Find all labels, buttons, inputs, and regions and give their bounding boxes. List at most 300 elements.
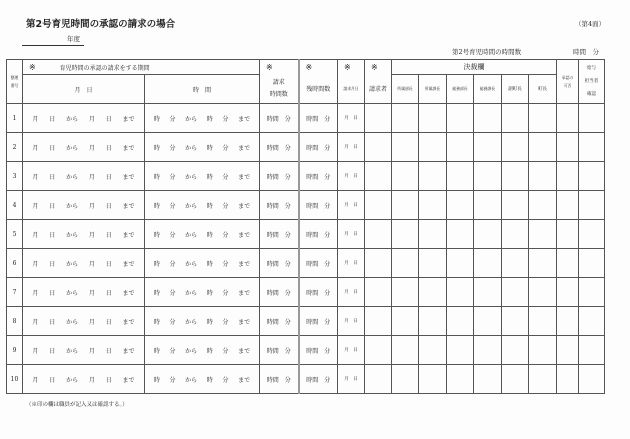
date-part-label: から	[66, 347, 79, 355]
approver-stamp-field[interactable]	[447, 133, 474, 162]
time-part-label: 分	[222, 318, 229, 326]
approver-stamp-field[interactable]	[447, 249, 474, 278]
approver-stamp-field[interactable]	[529, 220, 557, 249]
approver-stamp-field[interactable]	[392, 365, 419, 394]
payroll-line1: 給与	[587, 66, 596, 71]
approver-stamp-field[interactable]	[529, 162, 557, 191]
payroll-check-field[interactable]	[579, 104, 605, 133]
requested-hours-field[interactable]: 時間 分	[260, 133, 299, 162]
footer-note: （※印の欄は職員が記入又は確認する。）	[26, 402, 128, 408]
time-part-label: 時	[153, 231, 160, 239]
time-part-label: 時	[153, 347, 160, 355]
approval-result-field[interactable]	[557, 336, 579, 365]
table-row	[7, 336, 605, 365]
payroll-line3: 確認	[587, 92, 596, 97]
requester-field[interactable]	[365, 191, 392, 220]
request-date-field[interactable]: 月 日	[338, 249, 365, 278]
date-part-label: 日	[49, 289, 56, 297]
row-number: 3	[7, 162, 23, 191]
approver-stamp-field[interactable]	[502, 365, 529, 394]
requested-hours-field[interactable]: 時間 分	[260, 307, 299, 336]
approver-stamp-field[interactable]	[529, 104, 557, 133]
time-part-label: 時	[206, 347, 213, 355]
approver-stamp-field[interactable]	[474, 104, 502, 133]
time-part-label: 分	[222, 376, 229, 384]
time-part-label: から	[185, 347, 198, 355]
time-part-label: 分	[169, 289, 176, 297]
date-part-label: から	[66, 202, 79, 210]
date-part-label: 月	[88, 318, 95, 326]
date-part-label: 月	[88, 231, 95, 239]
time-part-label: まで	[238, 347, 251, 355]
time-part-label: 時	[206, 318, 213, 326]
row-number: 1	[7, 104, 23, 133]
row-number: 6	[7, 249, 23, 278]
time-part-label: から	[185, 376, 198, 384]
approver-stamp-field[interactable]	[474, 220, 502, 249]
approval-result-field[interactable]	[557, 104, 579, 133]
header-approver-1: 所属部長	[392, 75, 419, 104]
time-part-label: 時	[206, 231, 213, 239]
date-range-field[interactable]	[23, 365, 145, 394]
payroll-check-field[interactable]	[579, 278, 605, 307]
requester-field[interactable]	[365, 220, 392, 249]
approver-stamp-field[interactable]	[529, 191, 557, 220]
time-part-label: 分	[222, 115, 229, 123]
date-part-label: 月	[32, 347, 39, 355]
requester-field[interactable]	[365, 307, 392, 336]
time-range-field[interactable]	[145, 220, 260, 249]
date-part-label: から	[66, 289, 79, 297]
approver-stamp-field[interactable]	[447, 278, 474, 307]
approver-stamp-field[interactable]	[502, 307, 529, 336]
time-part-label: 時	[153, 115, 160, 123]
approval-result-field[interactable]	[557, 365, 579, 394]
time-range-field[interactable]	[145, 191, 260, 220]
approver-stamp-field[interactable]	[392, 278, 419, 307]
approver-stamp-field[interactable]	[447, 162, 474, 191]
time-part-label: から	[185, 260, 198, 268]
date-part-label: まで	[122, 115, 135, 123]
date-part-label: 日	[105, 231, 112, 239]
approver-stamp-field[interactable]	[419, 162, 447, 191]
mark-icon: ※	[338, 60, 365, 75]
approver-stamp-field[interactable]	[529, 365, 557, 394]
approver-stamp-field[interactable]	[474, 249, 502, 278]
date-part-label: まで	[122, 376, 135, 384]
time-part-label: 分	[222, 289, 229, 297]
time-part-label: まで	[238, 115, 251, 123]
header-approver-5: 副町長	[502, 75, 529, 104]
approver-stamp-field[interactable]	[392, 249, 419, 278]
date-part-label: 日	[49, 347, 56, 355]
requested-hours-field[interactable]: 時間 分	[260, 336, 299, 365]
remaining-hours-field[interactable]: 時間 分	[299, 133, 338, 162]
period-header-label: 育児時間の承認の請求をする期間	[59, 64, 150, 72]
time-part-label: 分	[222, 202, 229, 210]
time-part-label: から	[185, 289, 198, 297]
remaining-hours-field[interactable]: 時間 分	[299, 365, 338, 394]
time-part-label: 時	[153, 376, 160, 384]
time-part-label: から	[185, 115, 198, 123]
date-part-label: 月	[88, 173, 95, 181]
requester-field[interactable]	[365, 249, 392, 278]
date-part-label: まで	[122, 231, 135, 239]
date-part-label: 月	[32, 376, 39, 384]
time-part-label: 時	[206, 144, 213, 152]
time-part-label: 分	[169, 318, 176, 326]
time-part-label: 分	[169, 202, 176, 210]
table-row	[7, 162, 605, 191]
mark-icon: ※	[365, 60, 392, 75]
date-part-label: まで	[122, 347, 135, 355]
date-part-label: まで	[122, 260, 135, 268]
date-part-label: 月	[88, 376, 95, 384]
row-number: 5	[7, 220, 23, 249]
time-part-label: から	[185, 144, 198, 152]
request-date-field[interactable]: 月 日	[338, 220, 365, 249]
approval-result-field[interactable]	[557, 307, 579, 336]
time-part-label: から	[185, 231, 198, 239]
date-part-label: 月	[32, 260, 39, 268]
approver-stamp-field[interactable]	[447, 220, 474, 249]
approval-result-field[interactable]	[557, 249, 579, 278]
date-part-label: まで	[122, 144, 135, 152]
approver-stamp-field[interactable]	[419, 104, 447, 133]
header-date: 月 日	[23, 75, 145, 104]
date-part-label: 日	[105, 318, 112, 326]
time-part-label: 分	[169, 260, 176, 268]
approver-stamp-field[interactable]	[447, 104, 474, 133]
header-approver-6: 町長	[529, 75, 557, 104]
header-remaining-hours: 残時間数	[299, 75, 338, 104]
approver-stamp-field[interactable]	[529, 278, 557, 307]
requested-hours-line2: 時間数	[269, 90, 288, 98]
approver-stamp-field[interactable]	[474, 365, 502, 394]
time-part-label: まで	[238, 144, 251, 152]
date-range-field[interactable]	[23, 307, 145, 336]
date-part-label: 月	[32, 231, 39, 239]
requested-hours-field[interactable]: 時間 分	[260, 278, 299, 307]
date-part-label: 日	[105, 289, 112, 297]
time-part-label: 分	[222, 231, 229, 239]
approver-stamp-field[interactable]	[447, 365, 474, 394]
approver-stamp-field[interactable]	[502, 133, 529, 162]
row-number: 4	[7, 191, 23, 220]
table-row	[7, 365, 605, 394]
date-part-label: 月	[88, 144, 95, 152]
date-part-label: まで	[122, 173, 135, 181]
approver-stamp-field[interactable]	[529, 133, 557, 162]
date-part-label: から	[66, 173, 79, 181]
total-hours-label: 第2号育児時間の時間数	[452, 48, 522, 56]
time-part-label: 時	[206, 376, 213, 384]
time-part-label: まで	[238, 260, 251, 268]
approval-result-field[interactable]	[557, 278, 579, 307]
approver-stamp-field[interactable]	[529, 336, 557, 365]
time-part-label: 時	[153, 202, 160, 210]
remaining-hours-field[interactable]: 時間 分	[299, 307, 338, 336]
header-approval: 決裁欄	[392, 60, 557, 75]
date-part-label: 日	[105, 173, 112, 181]
date-part-label: 日	[49, 260, 56, 268]
time-range-field[interactable]	[145, 365, 260, 394]
header-approver-2: 所属課長	[419, 75, 447, 104]
date-part-label: まで	[122, 289, 135, 297]
payroll-line2: 担当者	[584, 79, 599, 84]
header-requester: 請求者	[365, 75, 392, 104]
time-part-label: から	[185, 202, 198, 210]
header-request-date: 請求月日	[338, 75, 365, 104]
form-title: 第2号育児時間の承認の請求の場合	[26, 19, 176, 30]
remaining-hours-field[interactable]: 時間 分	[299, 336, 338, 365]
time-part-label: 分	[169, 347, 176, 355]
remaining-hours-field[interactable]: 時間 分	[299, 278, 338, 307]
date-part-label: 月	[32, 202, 39, 210]
payroll-check-field[interactable]	[579, 133, 605, 162]
payroll-check-field[interactable]	[579, 220, 605, 249]
requested-hours-line1: 請求	[272, 78, 285, 86]
approver-stamp-field[interactable]	[474, 307, 502, 336]
table-row	[7, 278, 605, 307]
header-approver-3: 総務部長	[447, 75, 474, 104]
time-part-label: 分	[222, 260, 229, 268]
time-part-label: 分	[222, 144, 229, 152]
approver-stamp-field[interactable]	[419, 278, 447, 307]
approver-stamp-field[interactable]	[502, 162, 529, 191]
date-part-label: 月	[32, 144, 39, 152]
approver-stamp-field[interactable]	[419, 336, 447, 365]
date-part-label: 日	[105, 115, 112, 123]
payroll-check-field[interactable]	[579, 307, 605, 336]
remaining-hours-field[interactable]: 時間 分	[299, 249, 338, 278]
time-range-field[interactable]	[145, 249, 260, 278]
approver-stamp-field[interactable]	[502, 278, 529, 307]
payroll-check-field[interactable]	[579, 162, 605, 191]
approver-stamp-field[interactable]	[392, 162, 419, 191]
time-part-label: まで	[238, 376, 251, 384]
date-part-label: 日	[105, 202, 112, 210]
mark-icon: ※	[299, 60, 338, 75]
date-range-field[interactable]	[23, 191, 145, 220]
date-range-field[interactable]	[23, 104, 145, 133]
approver-stamp-field[interactable]	[392, 104, 419, 133]
approver-stamp-field[interactable]	[392, 191, 419, 220]
approval-result-line2: 可否	[563, 82, 572, 88]
date-part-label: 日	[49, 202, 56, 210]
table-row	[7, 307, 605, 336]
time-range-field[interactable]	[145, 133, 260, 162]
date-range-field[interactable]	[23, 278, 145, 307]
date-part-label: 月	[32, 173, 39, 181]
header-payroll-check	[579, 60, 605, 104]
time-range-field[interactable]	[145, 162, 260, 191]
date-part-label: 月	[88, 115, 95, 123]
request-date-field[interactable]: 月 日	[338, 162, 365, 191]
time-part-label: まで	[238, 202, 251, 210]
date-part-label: 月	[88, 289, 95, 297]
header-approver-4: 総務課長	[474, 75, 502, 104]
requester-field[interactable]	[365, 104, 392, 133]
header-no-line2: 番号	[10, 82, 19, 88]
table-row	[7, 133, 605, 162]
table-row	[7, 220, 605, 249]
date-part-label: 日	[105, 347, 112, 355]
time-part-label: 時	[206, 173, 213, 181]
approver-stamp-field[interactable]	[502, 249, 529, 278]
date-part-label: 日	[49, 376, 56, 384]
approver-stamp-field[interactable]	[474, 162, 502, 191]
time-part-label: から	[185, 173, 198, 181]
requester-field[interactable]	[365, 162, 392, 191]
date-range-field[interactable]	[23, 133, 145, 162]
mark-icon: ※	[260, 60, 299, 75]
approver-stamp-field[interactable]	[419, 220, 447, 249]
request-date-field[interactable]: 月 日	[338, 365, 365, 394]
approval-result-field[interactable]	[557, 133, 579, 162]
request-date-field[interactable]: 月 日	[338, 104, 365, 133]
approver-stamp-field[interactable]	[474, 191, 502, 220]
approver-stamp-field[interactable]	[502, 336, 529, 365]
request-date-field[interactable]: 月 日	[338, 307, 365, 336]
requester-field[interactable]	[365, 336, 392, 365]
time-part-label: 時	[153, 144, 160, 152]
header-no-line1: 整理	[10, 74, 19, 80]
time-part-label: 分	[169, 173, 176, 181]
payroll-check-field[interactable]	[579, 191, 605, 220]
payroll-check-field[interactable]	[579, 249, 605, 278]
time-part-label: まで	[238, 318, 251, 326]
time-part-label: 時	[153, 173, 160, 181]
fiscal-year-field[interactable]	[22, 34, 84, 46]
row-number: 10	[7, 365, 23, 394]
time-part-label: から	[185, 318, 198, 326]
date-part-label: 日	[105, 376, 112, 384]
time-part-label: 時	[153, 318, 160, 326]
row-number: 9	[7, 336, 23, 365]
date-part-label: 月	[32, 318, 39, 326]
form-page-number: （第4面）	[575, 20, 606, 28]
time-part-label: 分	[169, 376, 176, 384]
remaining-hours-field[interactable]: 時間 分	[299, 191, 338, 220]
approver-stamp-field[interactable]	[529, 307, 557, 336]
approver-stamp-field[interactable]	[419, 365, 447, 394]
requested-hours-field[interactable]: 時間 分	[260, 220, 299, 249]
date-part-label: 月	[88, 260, 95, 268]
approver-stamp-field[interactable]	[474, 278, 502, 307]
remaining-hours-field[interactable]: 時間 分	[299, 104, 338, 133]
time-range-field[interactable]	[145, 307, 260, 336]
date-part-label: 日	[49, 115, 56, 123]
time-part-label: 時	[206, 115, 213, 123]
approval-result-field[interactable]	[557, 191, 579, 220]
requester-field[interactable]	[365, 278, 392, 307]
date-part-label: から	[66, 376, 79, 384]
requested-hours-field[interactable]: 時間 分	[260, 365, 299, 394]
request-table	[6, 59, 605, 394]
approver-stamp-field[interactable]	[447, 191, 474, 220]
requester-field[interactable]	[365, 365, 392, 394]
time-range-field[interactable]	[145, 278, 260, 307]
approval-result-field[interactable]	[557, 220, 579, 249]
request-date-field[interactable]: 月 日	[338, 336, 365, 365]
approver-stamp-field[interactable]	[392, 307, 419, 336]
approver-stamp-field[interactable]	[392, 220, 419, 249]
approver-stamp-field[interactable]	[419, 307, 447, 336]
date-part-label: 日	[49, 173, 56, 181]
requested-hours-field[interactable]: 時間 分	[260, 191, 299, 220]
total-hours-field[interactable]: 時間 分	[573, 48, 599, 56]
request-date-field[interactable]: 月 日	[338, 278, 365, 307]
header-period	[23, 60, 260, 75]
approver-stamp-field[interactable]	[529, 249, 557, 278]
approval-result-field[interactable]	[557, 162, 579, 191]
approver-stamp-field[interactable]	[419, 133, 447, 162]
approver-stamp-field[interactable]	[474, 133, 502, 162]
approver-stamp-field[interactable]	[502, 220, 529, 249]
approver-stamp-field[interactable]	[474, 336, 502, 365]
approver-stamp-field[interactable]	[419, 249, 447, 278]
time-part-label: 時	[206, 289, 213, 297]
date-part-label: 日	[105, 260, 112, 268]
time-part-label: 時	[206, 202, 213, 210]
requester-field[interactable]	[365, 133, 392, 162]
time-range-field[interactable]	[145, 104, 260, 133]
time-part-label: 分	[169, 231, 176, 239]
header-time: 時 間	[145, 75, 260, 104]
date-part-label: から	[66, 318, 79, 326]
date-range-field[interactable]	[23, 162, 145, 191]
date-part-label: 月	[32, 289, 39, 297]
date-part-label: 月	[88, 347, 95, 355]
requested-hours-field[interactable]: 時間 分	[260, 104, 299, 133]
date-part-label: 日	[105, 144, 112, 152]
date-range-field[interactable]	[23, 336, 145, 365]
date-range-field[interactable]	[23, 220, 145, 249]
approver-stamp-field[interactable]	[392, 133, 419, 162]
remaining-hours-field[interactable]: 時間 分	[299, 162, 338, 191]
time-part-label: 分	[222, 347, 229, 355]
requested-hours-field[interactable]: 時間 分	[260, 162, 299, 191]
date-part-label: 日	[49, 231, 56, 239]
date-part-label: から	[66, 144, 79, 152]
time-range-field[interactable]	[145, 336, 260, 365]
approver-stamp-field[interactable]	[447, 307, 474, 336]
date-range-field[interactable]	[23, 249, 145, 278]
remaining-hours-field[interactable]: 時間 分	[299, 220, 338, 249]
payroll-check-field[interactable]	[579, 336, 605, 365]
date-part-label: 月	[88, 202, 95, 210]
row-number: 7	[7, 278, 23, 307]
row-number: 8	[7, 307, 23, 336]
request-date-field[interactable]: 月 日	[338, 191, 365, 220]
time-part-label: 時	[153, 260, 160, 268]
payroll-check-field[interactable]	[579, 365, 605, 394]
row-number: 2	[7, 133, 23, 162]
date-part-label: から	[66, 231, 79, 239]
table-row	[7, 249, 605, 278]
approver-stamp-field[interactable]	[392, 336, 419, 365]
time-part-label: 時	[153, 289, 160, 297]
request-date-field[interactable]: 月 日	[338, 133, 365, 162]
requested-hours-field[interactable]: 時間 分	[260, 249, 299, 278]
approver-stamp-field[interactable]	[502, 104, 529, 133]
time-part-label: 時	[206, 260, 213, 268]
approver-stamp-field[interactable]	[502, 191, 529, 220]
header-no	[7, 60, 23, 104]
approver-stamp-field[interactable]	[419, 191, 447, 220]
approver-stamp-field[interactable]	[447, 336, 474, 365]
